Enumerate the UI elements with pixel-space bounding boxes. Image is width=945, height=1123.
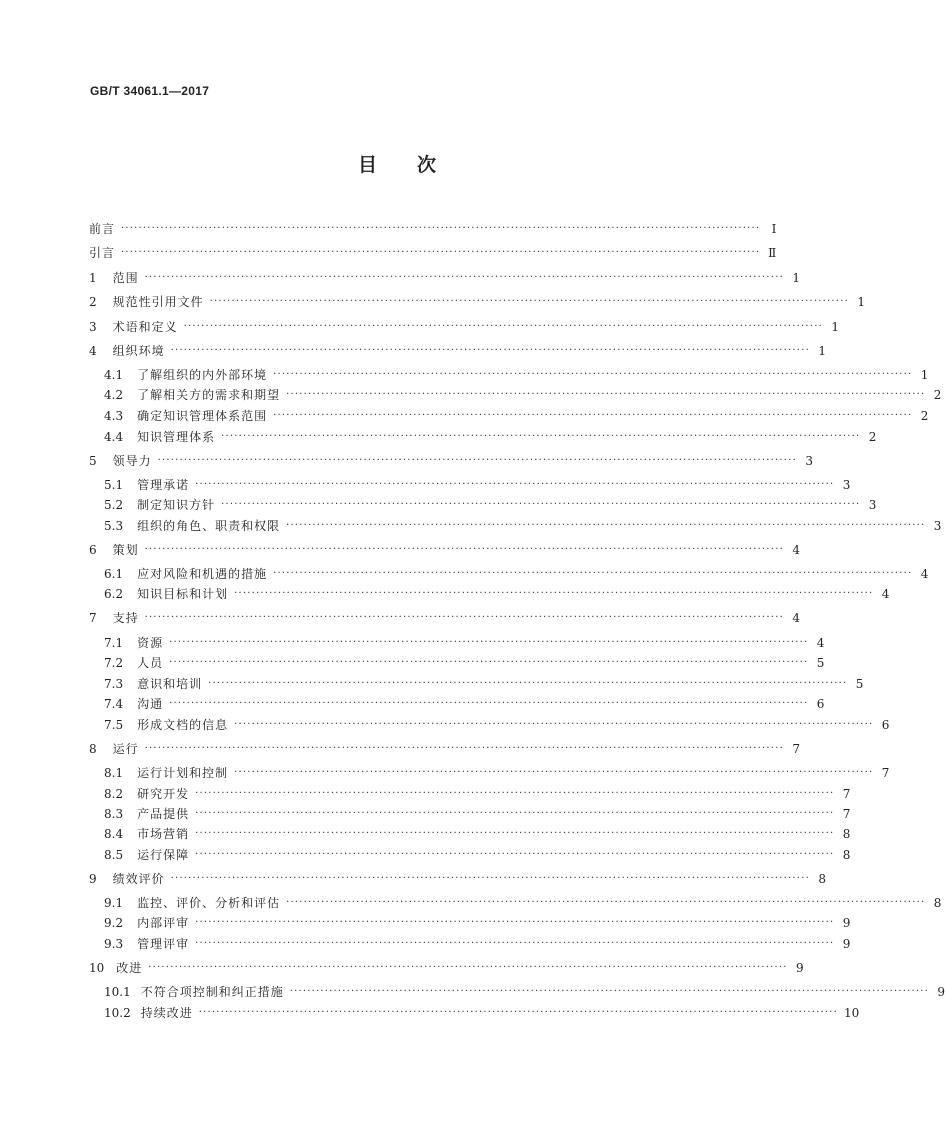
toc-entry[interactable] <box>104 981 945 999</box>
toc-entry-number: 3 <box>89 320 97 334</box>
toc-leader-dots: ·················································································································································· <box>221 499 861 510</box>
toc-entry-page: 3 <box>805 454 813 468</box>
toc-entry-page: 3 <box>842 478 851 492</box>
toc-leader-dots: ·················································································································································· <box>121 223 761 234</box>
toc-entry-label: 支持 <box>112 611 139 625</box>
toc-entry[interactable] <box>104 426 877 444</box>
toc-entry-page: 8 <box>933 896 942 910</box>
toc-entry-number: 7 <box>89 611 97 625</box>
toc-leader-dots: ·················································································································································· <box>208 678 848 689</box>
toc-entry-number: 8.3 <box>104 807 124 821</box>
toc-leader-dots: ·················································································································································· <box>209 296 849 307</box>
toc-entry-page: 4 <box>881 587 890 601</box>
toc-entry-label: 引言 <box>89 246 116 260</box>
toc-entry-page: 8 <box>842 848 851 862</box>
toc-entry[interactable] <box>104 563 929 581</box>
toc-entry-number: 10.2 <box>104 1006 131 1020</box>
toc-entry-label: 意识和培训 <box>137 677 203 691</box>
toc-entry-label: 知识目标和计划 <box>137 587 229 601</box>
toc-entry-page: 8 <box>842 827 851 841</box>
toc-entry-number: 5.2 <box>104 498 124 512</box>
toc-entry[interactable] <box>89 218 777 236</box>
toc-entry-label: 人员 <box>137 656 164 670</box>
toc-entry-page: 2 <box>933 388 942 402</box>
toc-entry-number: 7.5 <box>104 718 124 732</box>
toc-entry-number: 4.4 <box>104 430 124 444</box>
toc-entry-page: 1 <box>818 344 826 358</box>
toc-entry[interactable] <box>104 405 929 423</box>
toc-entry-label: 策划 <box>112 543 139 557</box>
toc-entry-label: 规范性引用文件 <box>112 295 204 309</box>
toc-entry-page: 1 <box>792 271 800 285</box>
toc-leader-dots: ·················································································································································· <box>170 873 810 884</box>
page-title <box>0 150 794 177</box>
toc-entry[interactable] <box>104 652 825 670</box>
toc-leader-dots: ·················································································································································· <box>273 410 913 421</box>
toc-entry[interactable] <box>104 783 851 801</box>
toc-entry[interactable] <box>89 607 800 625</box>
toc-entry-number: 6.2 <box>104 587 124 601</box>
toc-leader-dots: ·················································································································································· <box>195 917 835 928</box>
toc-entry-number: 8.2 <box>104 787 124 801</box>
toc-leader-dots: ·················································································································································· <box>286 897 926 908</box>
toc-entry-page: 4 <box>920 567 929 581</box>
toc-entry-page: 7 <box>842 787 851 801</box>
toc-leader-dots: ·················································································································································· <box>183 321 823 332</box>
toc-entry-page: 2 <box>868 430 877 444</box>
toc-entry-label: 绩效评价 <box>112 872 165 886</box>
toc-entry[interactable] <box>104 844 851 862</box>
title-char-2: 次 <box>417 154 437 176</box>
toc-entry-number: 9.1 <box>104 896 124 910</box>
toc-entry-page: 5 <box>855 677 864 691</box>
toc-entry-number: 9 <box>89 872 97 886</box>
toc-entry-page: 1 <box>831 320 839 334</box>
toc-entry-label: 研究开发 <box>137 787 190 801</box>
toc-entry-page: 9 <box>842 916 851 930</box>
toc-entry-number: 5.1 <box>104 478 124 492</box>
toc-entry-page: Ⅰ <box>771 222 777 236</box>
toc-entry-label: 改进 <box>116 961 143 975</box>
toc-entry-page: 6 <box>816 697 825 711</box>
standard-number: GB/T 34061.1—2017 <box>90 84 210 98</box>
toc-entry-number: 5.3 <box>104 519 124 533</box>
toc-leader-dots: ·················································································································································· <box>234 719 874 730</box>
toc-entry-page: 8 <box>818 872 826 886</box>
toc-entry-number: 8.1 <box>104 766 124 780</box>
toc-entry-label: 组织环境 <box>112 344 165 358</box>
toc-entry-number: 5 <box>89 454 97 468</box>
toc-entry[interactable] <box>104 474 851 492</box>
toc-entry-label: 持续改进 <box>140 1006 193 1020</box>
toc-entry-number: 4.2 <box>104 388 124 402</box>
toc-entry[interactable] <box>104 693 825 711</box>
toc-entry-page: 9 <box>937 985 945 999</box>
toc-entry-label: 市场营销 <box>137 827 190 841</box>
toc-leader-dots: ·················································································································································· <box>195 938 835 949</box>
toc-entry[interactable] <box>89 957 804 975</box>
toc-entry-label: 运行计划和控制 <box>137 766 229 780</box>
toc-entry-page: 9 <box>842 937 851 951</box>
toc-leader-dots: ·················································································································································· <box>286 389 926 400</box>
toc-entry[interactable] <box>89 267 800 285</box>
toc-entry[interactable] <box>89 868 826 886</box>
toc-entry[interactable] <box>104 892 942 910</box>
toc-leader-dots: ·················································································································································· <box>121 247 761 258</box>
toc-entry-label: 产品提供 <box>137 807 190 821</box>
toc-entry[interactable] <box>104 714 890 732</box>
toc-entry-label: 制定知识方针 <box>137 498 216 512</box>
toc-entry-page: 5 <box>816 656 825 670</box>
toc-entry-number: 9.2 <box>104 916 124 930</box>
toc-leader-dots: ·················································································································································· <box>234 767 874 778</box>
toc-entry-page: 4 <box>792 543 800 557</box>
toc-entry[interactable] <box>104 673 864 691</box>
toc-entry-number: 4.3 <box>104 409 124 423</box>
toc-entry-label: 知识管理体系 <box>137 430 216 444</box>
toc-leader-dots: ·················································································································································· <box>234 588 874 599</box>
toc-entry-page: 7 <box>881 766 890 780</box>
toc-entry-number: 8.4 <box>104 827 124 841</box>
toc-entry[interactable] <box>104 632 825 650</box>
toc-leader-dots: ·················································································································································· <box>289 986 930 997</box>
toc-entry-number: 1 <box>89 271 97 285</box>
toc-leader-dots: ·················································································································································· <box>273 568 913 579</box>
toc-entry-number: 7.2 <box>104 656 124 670</box>
toc-entry-page: 7 <box>842 807 851 821</box>
toc-entry-page: 3 <box>933 519 942 533</box>
toc-entry-label: 应对风险和机遇的措施 <box>137 567 268 581</box>
toc-entry-number: 9.3 <box>104 937 124 951</box>
toc-entry-page: 2 <box>920 409 929 423</box>
toc-entry-label: 沟通 <box>137 697 164 711</box>
toc-leader-dots: ·················································································································································· <box>144 544 784 555</box>
toc-entry-label: 术语和定义 <box>112 320 178 334</box>
toc-entry-label: 不符合项控制和纠正措施 <box>140 985 284 999</box>
toc-entry-page: 1 <box>920 368 929 382</box>
toc-entry-label: 组织的角色、职责和权限 <box>137 519 281 533</box>
toc-entry[interactable] <box>104 803 851 821</box>
toc-entry[interactable] <box>104 515 942 533</box>
toc-entry-label: 形成文档的信息 <box>137 718 229 732</box>
toc-entry-label: 运行 <box>112 742 139 756</box>
toc-entry[interactable] <box>104 583 890 601</box>
toc-leader-dots: ·················································································································································· <box>195 479 835 490</box>
toc-leader-dots: ·················································································································································· <box>286 520 926 531</box>
toc-entry-number: 10 <box>89 961 105 975</box>
toc-entry-label: 内部评审 <box>137 916 190 930</box>
toc-leader-dots: ·················································································································································· <box>148 962 788 973</box>
toc-leader-dots: ·················································································································································· <box>170 345 810 356</box>
toc-entry[interactable] <box>89 340 826 358</box>
toc-entry[interactable] <box>104 384 942 402</box>
toc-entry-number: 7.1 <box>104 636 124 650</box>
toc-entry[interactable] <box>89 738 800 756</box>
toc-leader-dots: ·················································································································································· <box>221 431 861 442</box>
toc-entry[interactable] <box>89 242 777 260</box>
toc-entry-label: 范围 <box>112 271 139 285</box>
toc-entry-number: 4.1 <box>104 368 124 382</box>
toc-entry[interactable] <box>89 539 800 557</box>
toc-entry-page: 7 <box>792 742 800 756</box>
toc-entry[interactable] <box>89 316 839 334</box>
toc-entry-number: 6.1 <box>104 567 124 581</box>
toc-entry-number: 8.5 <box>104 848 124 862</box>
toc-entry[interactable] <box>104 1002 860 1020</box>
toc-entry-page: 4 <box>792 611 800 625</box>
toc-leader-dots: ·················································································································································· <box>144 743 784 754</box>
toc-entry-number: 8 <box>89 742 97 756</box>
toc-entry-label: 资源 <box>137 636 164 650</box>
toc-leader-dots: ·················································································································································· <box>144 272 784 283</box>
toc-entry-page: 3 <box>868 498 877 512</box>
toc-entry-page: 10 <box>844 1006 860 1020</box>
toc-entry[interactable] <box>104 762 890 780</box>
toc-entry-label: 监控、评价、分析和评估 <box>137 896 281 910</box>
toc-leader-dots: ·················································································································································· <box>157 455 797 466</box>
toc-entry-page: 9 <box>795 961 804 975</box>
toc-entry[interactable] <box>89 291 865 309</box>
toc-entry[interactable] <box>104 823 851 841</box>
toc-entry-label: 了解组织的内外部环境 <box>137 368 268 382</box>
toc-leader-dots: ·················································································································································· <box>195 828 835 839</box>
toc-entry-number: 6 <box>89 543 97 557</box>
toc-entry-label: 运行保障 <box>137 848 190 862</box>
toc-leader-dots: ·················································································································································· <box>144 612 784 623</box>
toc-leader-dots: ·················································································································································· <box>195 808 835 819</box>
toc-leader-dots: ·················································································································································· <box>198 1007 839 1018</box>
toc-entry-label: 领导力 <box>112 454 152 468</box>
toc-entry-page: 1 <box>857 295 865 309</box>
toc-leader-dots: ·················································································································································· <box>169 637 809 648</box>
toc-leader-dots: ·················································································································································· <box>169 698 809 709</box>
toc-entry-page: Ⅱ <box>768 246 777 260</box>
title-char-1: 目 <box>357 154 377 176</box>
toc-entry-label: 管理承诺 <box>137 478 190 492</box>
toc-entry-number: 2 <box>89 295 97 309</box>
toc-leader-dots: ·················································································································································· <box>169 657 809 668</box>
toc-entry-page: 4 <box>816 636 825 650</box>
toc-entry-label: 了解相关方的需求和期望 <box>137 388 281 402</box>
toc-entry[interactable] <box>104 912 851 930</box>
toc-entry[interactable] <box>104 494 877 512</box>
toc-entry-number: 7.3 <box>104 677 124 691</box>
toc-leader-dots: ·················································································································································· <box>195 788 835 799</box>
toc-leader-dots: ·················································································································································· <box>273 369 913 380</box>
toc-entry-number: 4 <box>89 344 97 358</box>
toc-entry[interactable] <box>104 364 929 382</box>
toc-entry[interactable] <box>89 450 813 468</box>
toc-entry-number: 10.1 <box>104 985 131 999</box>
toc-entry-label: 管理评审 <box>137 937 190 951</box>
toc-entry-label: 确定知识管理体系范围 <box>137 409 268 423</box>
toc-entry-number: 7.4 <box>104 697 124 711</box>
toc-leader-dots: ·················································································································································· <box>195 849 835 860</box>
toc-entry-label: 前言 <box>89 222 116 236</box>
toc-entry-page: 6 <box>881 718 890 732</box>
toc-entry[interactable] <box>104 933 851 951</box>
